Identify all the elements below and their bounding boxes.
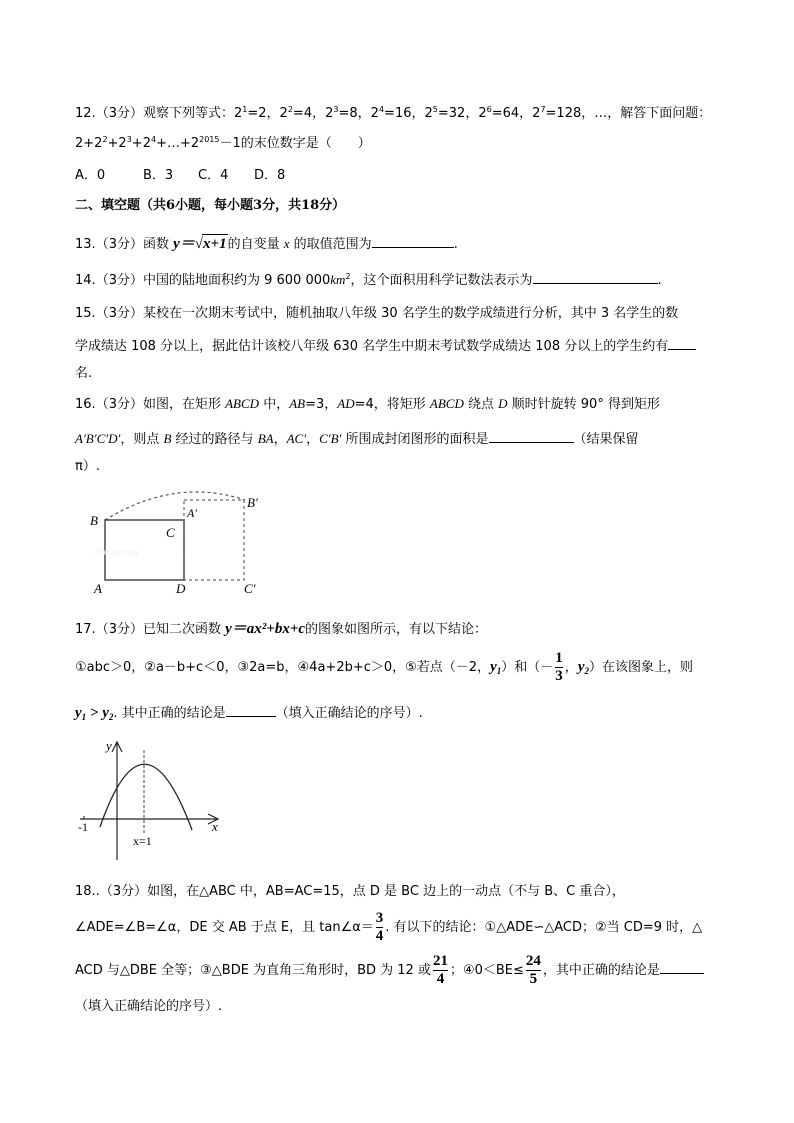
option-c[interactable]: C．4 (198, 168, 229, 183)
q12-line1: 12.（3分）观察下列等式：$2^1=2$，$2^2=4$，$2^3=8$，$2^4=16$，$2^5=32$，$2^6=64$，$2^7=128$，…，解答下面问题： (75, 105, 712, 121)
score: （3分） (95, 622, 143, 637)
conclusion-2: ②a－b+c＜0， (144, 660, 238, 675)
period: . (453, 237, 458, 252)
stem-text: 的取值范围为 (293, 237, 372, 252)
option-d[interactable]: D．8 (254, 168, 286, 183)
variable: x (283, 236, 290, 251)
question-number: 13. (75, 237, 96, 252)
question-number: 12. (75, 106, 96, 121)
question-number: 16. (75, 397, 96, 412)
parabola-curve (100, 764, 192, 830)
answer-blank[interactable] (372, 233, 454, 248)
q16-line1: 16.（3分）如图，在矩形 ABCD 中，AB=3，AD=4，将矩形 ABCD 绕点 D 顺时针旋转 90° 得到矩形 (75, 396, 660, 412)
stem-text: 学成绩达 108 分以上，据此估计该校八年级 630 名学生中期末考试数学成绩达 108 分以上的学生约有 (75, 339, 669, 354)
conclusion-3: ③2a=b， (237, 660, 298, 675)
q13-line (75, 233, 458, 254)
q17-line1 (75, 620, 487, 639)
q15-line3 (75, 365, 92, 383)
q17-line2: ①abc＞0，②a－b+c＜0，③2a=b，④4a+2b+c＞0，⑤若点（－2，$y_1$）和（－ $\frac{1}{3}$ ，$y_2$）在该图象上，则 (75, 650, 693, 684)
unit-exponent: 2 (345, 272, 351, 281)
equality: $2^7=128$ (532, 105, 582, 121)
answer-blank[interactable] (668, 335, 696, 350)
quadratic-formula: y＝ax²+bx+c (225, 621, 306, 637)
q12-options (75, 167, 285, 185)
q16-line2: A′B′C′D′，则点 B 经过的路径与 BA，AC′，C′B′ 所围成封闭图形的面积是 （结果保留 (75, 428, 639, 449)
equality: $2^1=2$ (233, 105, 267, 121)
stem-text: ACD 与△DBE 全等；③△BDE 为直角三角形时，BD 为 12 或 (75, 963, 431, 978)
option-a[interactable]: A．0 (75, 168, 106, 183)
stem-text: π）. (75, 459, 100, 474)
svg-text:B′: B′ (247, 495, 258, 510)
arc-path (105, 492, 245, 520)
equality: $2^2=4$ (279, 105, 313, 121)
answer-blank[interactable] (226, 702, 276, 717)
equality: $2^3=8$ (325, 105, 358, 121)
stem-text: 如图，在△ABC 中，AB=AC=15，点 D 是 BC 边上的一动点（不与 B、C 重合）， (147, 884, 625, 899)
q16-line3 (75, 458, 100, 476)
conclusion-4: ④4a+2b+c＞0， (297, 660, 406, 675)
q15-line2 (75, 335, 696, 356)
score: （3分） (95, 273, 143, 288)
q18-line3 (75, 953, 704, 989)
svg-text:C: C (166, 525, 175, 540)
answer-blank[interactable] (533, 269, 658, 284)
score: （3分） (95, 106, 143, 121)
equality: $2^4=16$ (370, 105, 412, 121)
inequality-y1-gt-y2: $y_1 > y_2$ (75, 705, 114, 722)
stem-text: 已知二次函数 (142, 622, 221, 637)
stem-text: ；④0＜BE≤ (449, 963, 524, 978)
score: （3分） (95, 397, 143, 412)
question-number: 18.. (75, 884, 100, 899)
score: （3分） (95, 237, 143, 252)
svg-text:x: x (212, 819, 218, 834)
stem-text: （填入正确结论的序号）. (75, 999, 223, 1014)
stem-text: 的自变量 (227, 237, 280, 252)
question-text: 的末位数字是（ ） (240, 136, 371, 151)
y2-symbol: $y_2$ (577, 659, 589, 676)
svg-text:A′: A′ (187, 506, 197, 520)
unit: km (330, 272, 346, 287)
stem-text: ，其中正确的结论是 (542, 963, 660, 978)
equality: $2^5=32$ (424, 105, 466, 121)
function-formula: y＝√x+1 (173, 236, 227, 252)
period: . (657, 273, 662, 288)
sum-expression: $2+2^2+2^3+2^4+\dots+2^{2015}-1$ (75, 135, 241, 151)
fraction-one-third: $\frac{1}{3}$ (555, 650, 563, 684)
q15-line1 (75, 305, 678, 323)
stem-text: ∠ADE=∠B=∠α，DE 交 AB 于点 E，且 tan∠α＝ (75, 920, 374, 935)
svg-text:A: A (94, 581, 102, 596)
stem-text: 的图象如图所示，有以下结论： (305, 622, 488, 637)
answer-blank[interactable] (489, 428, 574, 443)
q18-line2 (75, 910, 702, 946)
q17-line3: $y_1 > y_2$. 其中正确的结论是 （填入正确结论的序号）. (75, 702, 423, 723)
stem-text: ，这个面积用科学记数法表示为 (350, 273, 533, 288)
q18-line4 (75, 998, 222, 1016)
svg-text:D: D (176, 581, 186, 596)
option-b[interactable]: B．3 (143, 168, 174, 183)
q18-line1 (75, 883, 625, 901)
svg-text:x=1: x=1 (133, 834, 152, 848)
svg-text:B: B (90, 513, 98, 528)
equality: $2^6=64$ (478, 105, 520, 121)
stem-text: 中国的陆地面积约为 9 600 000 (142, 273, 331, 288)
stem-text: 函数 (142, 237, 169, 252)
question-number: 17. (75, 622, 96, 637)
stem-text: 观察下列等式： (142, 106, 234, 121)
conclusion-1: ①abc＞0， (75, 660, 145, 675)
fraction-21-4: $\frac{21}{4}$ (432, 953, 448, 987)
score: （3分） (99, 884, 148, 899)
conclusion-5: ⑤若点（－2， (405, 660, 491, 675)
q17-parabola-figure (70, 730, 230, 865)
y1-symbol: $y_1$ (490, 659, 502, 676)
q14-line (75, 269, 662, 290)
q12-line2 (75, 135, 371, 153)
fraction-tan: $\frac{3}{4}$ (375, 910, 384, 944)
answer-blank[interactable] (660, 959, 704, 974)
question-number: 15. (75, 306, 96, 321)
svg-text:Jyeoo.com: Jyeoo.com (95, 547, 139, 558)
section-heading: 二、填空题（共6小题，每小题3分，共18分） (75, 198, 346, 213)
stem-text: 某校在一次期末考试中，随机抽取八年级 30 名学生的数学成绩进行分析，其中 3 名学生的数 (142, 306, 679, 321)
fraction-24-5: $\frac{24}{5}$ (525, 953, 541, 987)
q16-rectangle-figure (80, 485, 280, 600)
svg-text:C′: C′ (244, 581, 256, 596)
stem-text: . 有以下的结论：①△ADE∽△ACD；②当 CD=9 时，△ (385, 920, 703, 935)
svg-text:-1: -1 (78, 820, 88, 834)
question-number: 14. (75, 273, 96, 288)
score: （3分） (95, 306, 143, 321)
stem-text: 名. (75, 366, 93, 381)
stem-text: ，…，解答下面问题： (581, 106, 712, 121)
svg-text:y: y (106, 738, 112, 753)
